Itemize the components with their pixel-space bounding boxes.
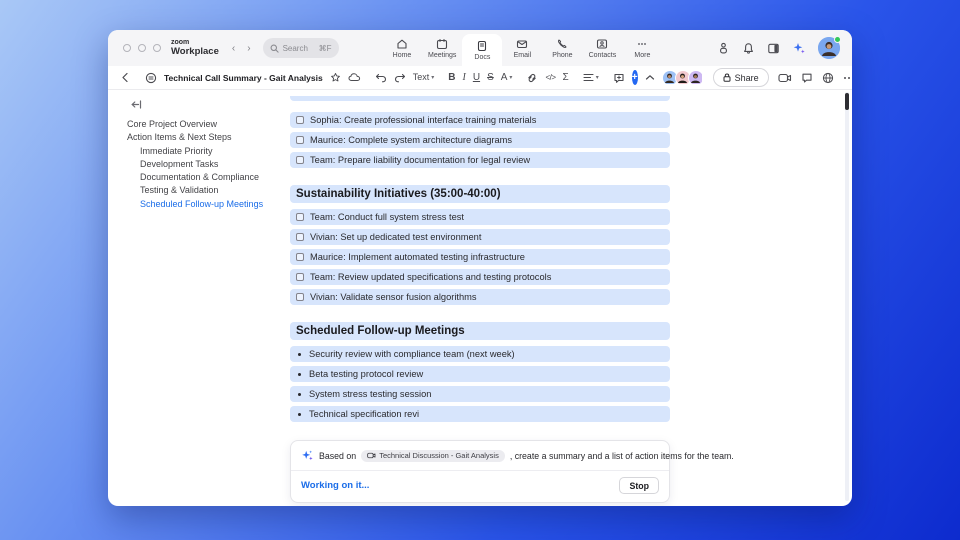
home-icon bbox=[396, 38, 408, 50]
text-color-dropdown[interactable]: A ▾ bbox=[500, 71, 513, 83]
tab-meetings[interactable] bbox=[422, 30, 462, 66]
doc-title: Technical Call Summary - Gait Analysis bbox=[164, 72, 323, 83]
checkbox-unchecked[interactable] bbox=[296, 233, 304, 241]
underline-button[interactable]: U bbox=[472, 71, 481, 83]
collaborator-avatar bbox=[688, 70, 704, 86]
tab-email-label: Email bbox=[513, 51, 532, 59]
search-input[interactable] bbox=[263, 38, 339, 58]
checkbox-unchecked[interactable] bbox=[296, 156, 304, 164]
checklist-item-label: Team: Conduct full system stress test bbox=[310, 212, 464, 222]
doc-icon bbox=[476, 40, 488, 52]
tab-contacts-label: Contacts bbox=[588, 51, 617, 59]
outline-item-action-items[interactable]: Action Items & Next Steps bbox=[127, 132, 232, 143]
outline-item-documentation-compliance[interactable]: Documentation & Compliance bbox=[140, 172, 260, 183]
italic-button[interactable]: I bbox=[462, 71, 466, 83]
doc-content bbox=[108, 90, 852, 505]
section-heading: Scheduled Follow-up Meetings bbox=[290, 322, 670, 340]
tab-home-label: Home bbox=[392, 51, 412, 59]
tab-docs[interactable] bbox=[462, 34, 502, 66]
collapse-sidebar-icon[interactable] bbox=[131, 100, 142, 109]
toolbar-right bbox=[662, 68, 852, 87]
bullet-item[interactable] bbox=[290, 406, 670, 422]
checklist-item[interactable] bbox=[290, 229, 670, 245]
checklist-item-label: Sophia: Create professional interface training materials bbox=[310, 115, 537, 125]
section-heading: Sustainability Initiatives (35:00-40:00) bbox=[290, 185, 670, 203]
strikethrough-button[interactable]: S bbox=[487, 71, 494, 83]
checkbox-unchecked[interactable] bbox=[296, 116, 304, 124]
top-nav-bar bbox=[108, 30, 852, 66]
checklist-item[interactable] bbox=[290, 289, 670, 305]
video-camera-icon[interactable] bbox=[778, 73, 792, 83]
checklist-item-label: Maurice: Implement automated testing infrastructure bbox=[310, 252, 525, 262]
zoom-workplace-logo bbox=[171, 39, 219, 57]
tab-phone[interactable] bbox=[542, 30, 582, 66]
redo-icon[interactable] bbox=[394, 73, 406, 83]
outline-item-scheduled-follow-up[interactable]: Scheduled Follow-up Meetings bbox=[140, 198, 264, 209]
outline-item-development-tasks[interactable]: Development Tasks bbox=[140, 158, 219, 169]
ai-prompt-prefix: Based on bbox=[319, 450, 357, 461]
checklist-item[interactable] bbox=[290, 249, 670, 265]
comment-icon[interactable] bbox=[613, 72, 625, 84]
bullet-item-label: Technical specification revi bbox=[309, 409, 420, 419]
checklist-item[interactable] bbox=[290, 152, 670, 168]
checklist-item-label: Maurice: Complete system architecture diagrams bbox=[310, 135, 513, 145]
phone-icon bbox=[556, 38, 568, 50]
ai-source-chip-label: Technical Discussion - Gait Analysis bbox=[379, 451, 499, 460]
align-icon bbox=[583, 73, 594, 82]
collapse-toolbar-icon[interactable] bbox=[645, 74, 655, 81]
bullet-item-label: Security review with compliance team (next week) bbox=[309, 349, 515, 359]
app-tabs bbox=[382, 30, 662, 66]
bullet-item-label: Beta testing protocol review bbox=[309, 369, 424, 379]
bullet-dot bbox=[298, 393, 301, 396]
more-icon bbox=[636, 38, 648, 50]
insert-plus-button[interactable]: + bbox=[631, 72, 638, 83]
tab-home[interactable] bbox=[382, 30, 422, 66]
ai-companion-panel bbox=[290, 440, 734, 503]
lock-icon bbox=[723, 73, 731, 82]
logo-workplace-text: Workplace bbox=[171, 46, 219, 58]
tab-email[interactable] bbox=[502, 30, 542, 66]
ai-source-chip[interactable] bbox=[361, 450, 505, 462]
share-label: Share bbox=[734, 72, 759, 83]
back-arrow-icon[interactable] bbox=[120, 72, 131, 83]
checklist-item[interactable] bbox=[290, 209, 670, 225]
search-shortcut: ⌘F bbox=[318, 43, 332, 53]
bullet-item[interactable] bbox=[290, 366, 670, 382]
checkbox-unchecked[interactable] bbox=[296, 273, 304, 281]
bullet-dot bbox=[298, 373, 301, 376]
history-nav bbox=[232, 43, 251, 54]
outline-sidebar bbox=[108, 90, 288, 505]
mail-icon bbox=[516, 38, 528, 50]
code-button[interactable]: </> bbox=[545, 72, 556, 82]
calendar-icon bbox=[436, 38, 448, 50]
search-icon bbox=[270, 44, 279, 53]
bold-button[interactable]: B bbox=[448, 71, 456, 83]
tab-more[interactable] bbox=[622, 30, 662, 66]
user-avatar[interactable] bbox=[818, 37, 840, 59]
contacts-icon bbox=[596, 38, 608, 50]
ai-status-row bbox=[291, 471, 669, 502]
checklist-item[interactable] bbox=[290, 132, 670, 148]
share-button[interactable] bbox=[713, 68, 769, 87]
window-controls[interactable] bbox=[123, 44, 161, 52]
docs-home-icon[interactable] bbox=[145, 72, 157, 84]
doc-toolbar bbox=[108, 66, 852, 90]
search-placeholder: Search bbox=[282, 43, 308, 53]
side-panel-toggle-icon[interactable] bbox=[767, 42, 780, 55]
ai-companion-icon[interactable] bbox=[792, 41, 806, 55]
ai-sparkle-icon bbox=[301, 449, 314, 462]
checklist-item-label: Vivian: Validate sensor fusion algorithms bbox=[310, 292, 477, 302]
checkbox-unchecked[interactable] bbox=[296, 213, 304, 221]
checklist-item[interactable] bbox=[290, 112, 670, 128]
close-window-button[interactable] bbox=[123, 44, 131, 52]
scrollbar-track[interactable] bbox=[845, 92, 849, 501]
more-options-icon[interactable] bbox=[843, 76, 852, 80]
tab-contacts[interactable] bbox=[582, 30, 622, 66]
zoom-workplace-window bbox=[108, 30, 852, 506]
align-dropdown[interactable]: ▾ bbox=[583, 73, 599, 82]
bullet-dot bbox=[298, 413, 301, 416]
clipped-row bbox=[290, 96, 670, 101]
checklist-item-label: Team: Prepare liability documentation for legal review bbox=[310, 155, 531, 165]
outline-item-core-project-overview[interactable]: Core Project Overview bbox=[127, 119, 218, 129]
checklist-item[interactable] bbox=[290, 269, 670, 285]
online-status-dot bbox=[834, 36, 841, 43]
notifications-bell-icon[interactable] bbox=[742, 42, 755, 55]
cloud-saved-icon bbox=[348, 72, 361, 83]
tab-phone-label: Phone bbox=[552, 51, 573, 59]
globe-icon[interactable] bbox=[822, 72, 834, 84]
link-icon[interactable] bbox=[526, 72, 538, 84]
tab-docs-label: Docs bbox=[474, 53, 491, 61]
user-status-icon[interactable] bbox=[717, 42, 730, 55]
formula-button[interactable]: Σ bbox=[562, 71, 569, 83]
logo-zoom-text: zoom bbox=[171, 39, 190, 47]
ai-status-text: Working on it... bbox=[301, 480, 370, 491]
bullet-item[interactable] bbox=[290, 386, 670, 402]
checkbox-unchecked[interactable] bbox=[296, 253, 304, 261]
maximize-window-button[interactable] bbox=[153, 44, 161, 52]
bullet-item[interactable] bbox=[290, 346, 670, 362]
outline-item-testing-validation[interactable]: Testing & Validation bbox=[140, 185, 219, 196]
checkbox-unchecked[interactable] bbox=[296, 136, 304, 144]
scrollbar-thumb[interactable] bbox=[845, 93, 849, 110]
nav-right-icons bbox=[717, 30, 840, 66]
back-icon[interactable]: ‹ bbox=[231, 42, 236, 54]
ai-prompt-row bbox=[291, 441, 734, 470]
checklist-item-label: Team: Review updated specifications and testing protocols bbox=[310, 272, 552, 282]
outline-item-immediate-priority[interactable]: Immediate Priority bbox=[140, 145, 213, 156]
collaborator-avatars[interactable] bbox=[662, 70, 704, 86]
tab-meetings-label: Meetings bbox=[428, 51, 457, 59]
stop-button[interactable]: Stop bbox=[619, 477, 659, 494]
ai-prompt-suffix: , create a summary and a list of action items for the team. bbox=[509, 450, 734, 461]
tab-more-label: More bbox=[634, 51, 651, 59]
forward-icon[interactable]: › bbox=[247, 42, 251, 54]
minimize-window-button[interactable] bbox=[138, 44, 146, 52]
undo-icon[interactable] bbox=[375, 73, 387, 83]
doc-page bbox=[288, 90, 852, 505]
text-style-dropdown[interactable]: Text ▾ bbox=[412, 72, 435, 82]
chat-icon[interactable] bbox=[801, 72, 813, 84]
favorite-star-icon[interactable] bbox=[330, 72, 341, 83]
bullet-item-label: System stress testing session bbox=[309, 389, 432, 399]
recording-icon bbox=[367, 452, 376, 459]
checklist-item-label: Vivian: Set up dedicated test environment bbox=[310, 232, 482, 242]
bullet-dot bbox=[298, 353, 301, 356]
checkbox-unchecked[interactable] bbox=[296, 293, 304, 301]
